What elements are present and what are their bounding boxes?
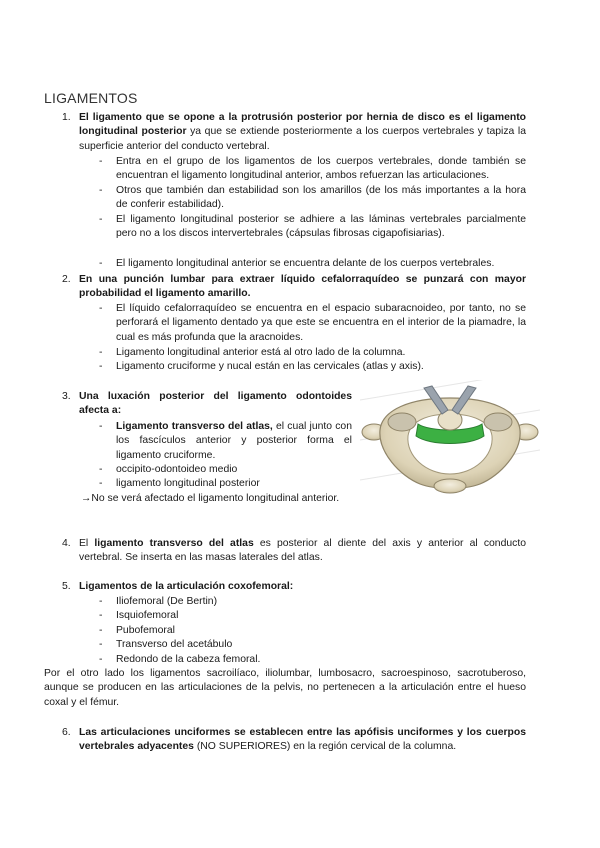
list-item: Entra en el grupo de los ligamentos de los cuerpos vertebrales, donde también se encuentran el ligamento longitudinal anterior, ambos refuerzan las articulaciones. xyxy=(116,156,526,182)
item-number: 5. xyxy=(62,581,71,592)
list-item: ligamento longitudinal posterior xyxy=(116,478,260,489)
item-1-text xyxy=(79,111,526,154)
item-1-bold: El ligamento que se opone a la protrusión posterior por hernia de disco es el ligamento longitudinal posterior xyxy=(79,112,526,138)
list-item: Transverso del acetábulo xyxy=(116,639,233,650)
item-4-pre: El xyxy=(79,538,95,549)
item-3-bullet-bold: Ligamento transverso del atlas, xyxy=(116,421,273,432)
list-item: El ligamento longitudinal anterior se encuentra delante de los cuerpos vertebrales. xyxy=(116,258,495,269)
item-6-bold: Las articulaciones unciformes se establecen entre las apófisis unciformes y los cuerpos vertebrales adyacentes xyxy=(79,727,526,753)
item-number: 6. xyxy=(62,727,71,738)
list-item: El líquido cefalorraquídeo se encuentra en el espacio subaracnoideo, por tanto, no se perforará el ligamento dentado ya que este se encuentra en el interior de la piamadre, la cual es más profunda que la aracnoides. xyxy=(116,303,526,343)
item-4-bold: ligamento transverso del atlas xyxy=(94,538,254,549)
item-4-text xyxy=(79,537,526,566)
item-2-bold: En una punción lumbar para extraer líquido cefalorraquídeo se punzará con mayor probabilidad el ligamento amarillo. xyxy=(79,274,526,300)
atlas-vertebra-icon xyxy=(360,380,540,498)
document-page: LIGAMENTOS 1. El ligamento que se opone a la protrusión posterior por hernia de disco es el ligamento longitudinal posterior ya que se extiende posteriormente a los cuerpos vertebrales y tapiza la superficie anterior del conducto vertebral. - Entra en el grupo de los ligamentos de los cuerpos vertebrales, donde también se encuentran el ligamento longitudinal anterior, ambos refuerzan las articulaciones. - Otros que también dan estabilidad son los amarillos (de los más importantes a la hora de conferir estabilidad). - El ligamento longitudinal posterior se adhiere a las láminas vertebrales parcialmente pero no a los discos intervertebrales (cápsulas fibrosas cigapofisiarias). - El ligamento longitudinal anterior se encuentra delante de los cuerpos vertebrales. 2. En una punción lumbar para extraer líquido cefalorraquídeo se punzará con mayor probabilidad el ligamento amarillo. - El líquido cefalorraquídeo se encuentra en el espacio subaracnoideo, por tanto, no se perforará el ligamento dentado ya que este se encuentra en el interior de la piamadre, la cual es más profunda que la aracnoides. - Ligamento longitudinal anterior está al otro lado de la columna. - Ligamento cruciforme y nucal están en las cervicales (atlas y axis). 3. Una luxación posterior del ligamento odontoides afecta a: - Ligamento transverso del atlas, el cual junto con los fascículos anterior y posterior forma el ligamento cruciforme. - occipito-odontoideo medio - ligamento longitudinal posterior →No se verá afectado el ligamento longitudinal anterior. 4. El ligamento transverso del atlas es posterior al diente del axis y anterior al conducto vertebral. Se inserta en las masas laterales del atlas. 5. Ligamentos de la articulación coxofemoral: - Iliofemoral (De Bertin) - Isquiofemoral - Pubofemoral - Transverso del acetábulo - Redondo de la cabeza femoral. Por el otro lado los ligamentos sacroilíaco, iliolumbar, lumbosacro, sacroespinoso, sacrotuberoso, aunque se producen en las articulaciones de la pelvis, no pertenecen a la articulación entre el hueso coxal y el fémur. 6. Las articulaciones unciformes se establecen entre las apófisis unciformes y los cuerpos vertebrales adyacentes (NO SUPERIORES) en la región cervical de la columna. xyxy=(0,0,600,848)
item-number: 2. xyxy=(62,274,71,285)
item-3-bold: Una luxación posterior del ligamento odontoides afecta a: xyxy=(79,391,352,417)
list-item: Otros que también dan estabilidad son los amarillos (de los más importantes a la hora de conferir estabilidad). xyxy=(116,185,526,211)
item-5-bold: Ligamentos de la articulación coxofemoral: xyxy=(79,581,294,592)
item-3-text xyxy=(79,390,352,419)
atlas-vertebra-illustration xyxy=(360,380,540,498)
item-2-text xyxy=(79,273,526,302)
list-item xyxy=(116,420,352,463)
list-item: Isquiofemoral xyxy=(116,610,179,621)
list-item: Pubofemoral xyxy=(116,625,175,636)
item-3-bullet-rest: el cual junto con los fascículos anterior y posterior forma el ligamento cruciforme. xyxy=(116,421,352,461)
item-5-text xyxy=(79,580,526,594)
item-number: 3. xyxy=(62,391,71,402)
list-item: occipito-odontoideo medio xyxy=(116,464,238,475)
item-4-rest: es posterior al diente del axis y anterior al conducto vertebral. Se inserta en las masas laterales del atlas. xyxy=(79,538,526,564)
list-item: Iliofemoral (De Bertin) xyxy=(116,596,218,607)
item-3-note: →No se verá afectado el ligamento longitudinal anterior. xyxy=(81,493,340,504)
list-item: Redondo de la cabeza femoral. xyxy=(116,654,261,665)
item-5-note: Por el otro lado los ligamentos sacroilíaco, iliolumbar, lumbosacro, sacroespinoso, sacrotuberoso, aunque se producen en las articulaciones de la pelvis, no pertenecen a la articulación entre el hueso coxal y el fémur. xyxy=(44,668,526,708)
item-number: 1. xyxy=(62,112,71,123)
item-6-text xyxy=(79,726,526,755)
page-title: LIGAMENTOS xyxy=(44,90,138,106)
item-number: 4. xyxy=(62,538,71,549)
item-6-rest: (NO SUPERIORES) en la región cervical de la columna. xyxy=(193,741,457,753)
list-item: El ligamento longitudinal posterior se adhiere a las láminas vertebrales parcialmente pero no a los discos intervertebrales (cápsulas fibrosas cigapofisiarias). xyxy=(116,214,526,240)
list-item: Ligamento longitudinal anterior está al otro lado de la columna. xyxy=(116,347,406,358)
list-item: Ligamento cruciforme y nucal están en las cervicales (atlas y axis). xyxy=(116,361,424,372)
item-1-rest: ya que se extiende posteriormente a los cuerpos vertebrales y tapiza la superficie anterior del conducto vertebral. xyxy=(79,126,526,152)
